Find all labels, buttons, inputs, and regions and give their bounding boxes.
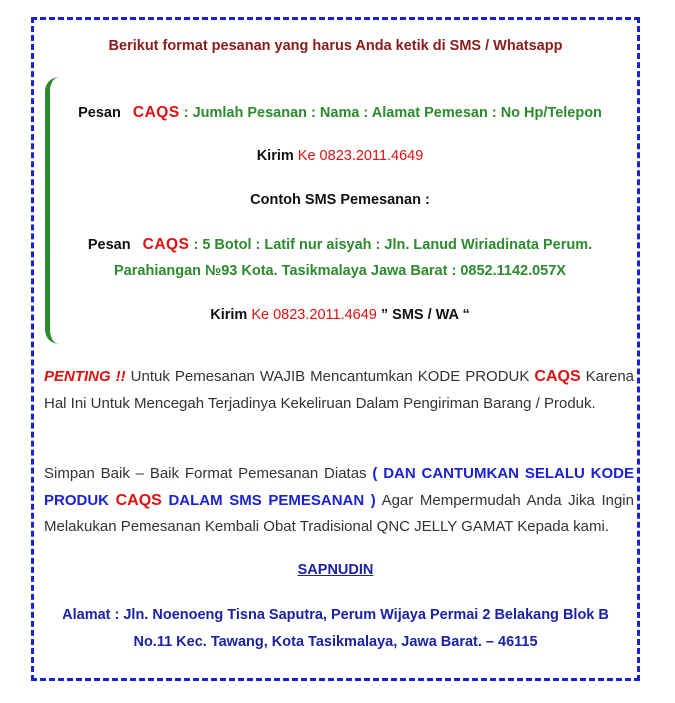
kirim2-suffix: ” SMS / WA “ [380, 307, 470, 323]
simpan-product-code: CAQS [115, 491, 162, 509]
format-heading: Berikut format pesanan yang harus Anda ketik di SMS / Whatsapp [108, 38, 563, 54]
simpan-text-2: Agar Mempermudah Anda Jika Ingin Melakukan Pemesanan Kembali Obat Tradisional QNC JELLY GAMAT Kepada kami. [44, 491, 634, 535]
product-code: CAQS [132, 104, 180, 121]
order-format-box [31, 17, 640, 681]
format-line [50, 104, 630, 122]
example-line-2: Parahiangan №93 Kota. Tasikmalaya Jawa Barat : 0852.1142.057X [114, 263, 566, 279]
kirim-label: Kirim [256, 148, 294, 164]
example-product-code: CAQS [142, 236, 190, 253]
kirim-line-2 [50, 307, 630, 323]
simpan-paragraph [44, 461, 634, 541]
contact-name: SAPNUDIN [297, 562, 374, 578]
format-fields: : Jumlah Pesanan : Nama : Alamat Pemesan : No Hp/Telepon [183, 105, 602, 121]
format-quote-block [45, 77, 630, 344]
penting-paragraph [44, 364, 634, 417]
contact-address [34, 602, 637, 656]
kirim-number: Ke 0823.2011.4649 [297, 148, 424, 164]
example-pesan-label: Pesan [87, 237, 131, 253]
pesan-label: Pesan [78, 105, 121, 121]
kirim2-number: Ke 0823.2011.4649 [251, 307, 377, 323]
address-line-1: Alamat : Jln. Noenoeng Tisna Saputra, Perum Wijaya Permai 2 Belakang Blok B [62, 607, 609, 623]
address-line-2: No.11 Kec. Tawang, Kota Tasikmalaya, Jawa Barat. – 46115 [133, 634, 538, 650]
simpan-text-1: Simpan Baik – Baik Format Pemesanan Diatas [44, 465, 367, 482]
kirim2-label: Kirim [210, 307, 248, 323]
contoh-label: Contoh SMS Pemesanan : [250, 192, 430, 208]
simpan-highlight-1: ( DAN CANTUMKAN SELALU KODE PRODUK [44, 465, 634, 509]
example-line-1: : 5 Botol : Latif nur aisyah : Jln. Lanud Wiriadinata Perum. [193, 237, 593, 253]
penting-text-1: Untuk Pemesanan WAJIB Mencantumkan KODE PRODUK [130, 368, 530, 385]
penting-product-code: CAQS [534, 368, 581, 385]
kirim-line [50, 148, 630, 164]
penting-label: PENTING !! [44, 368, 126, 385]
example-line [50, 236, 630, 254]
simpan-highlight-2: DALAM SMS PEMESANAN ) [168, 491, 376, 509]
penting-text-2: Karena Hal Ini Untuk Mencegah Terjadinya Kekeliruan Dalam Pengiriman Barang / Produk. [44, 368, 635, 412]
